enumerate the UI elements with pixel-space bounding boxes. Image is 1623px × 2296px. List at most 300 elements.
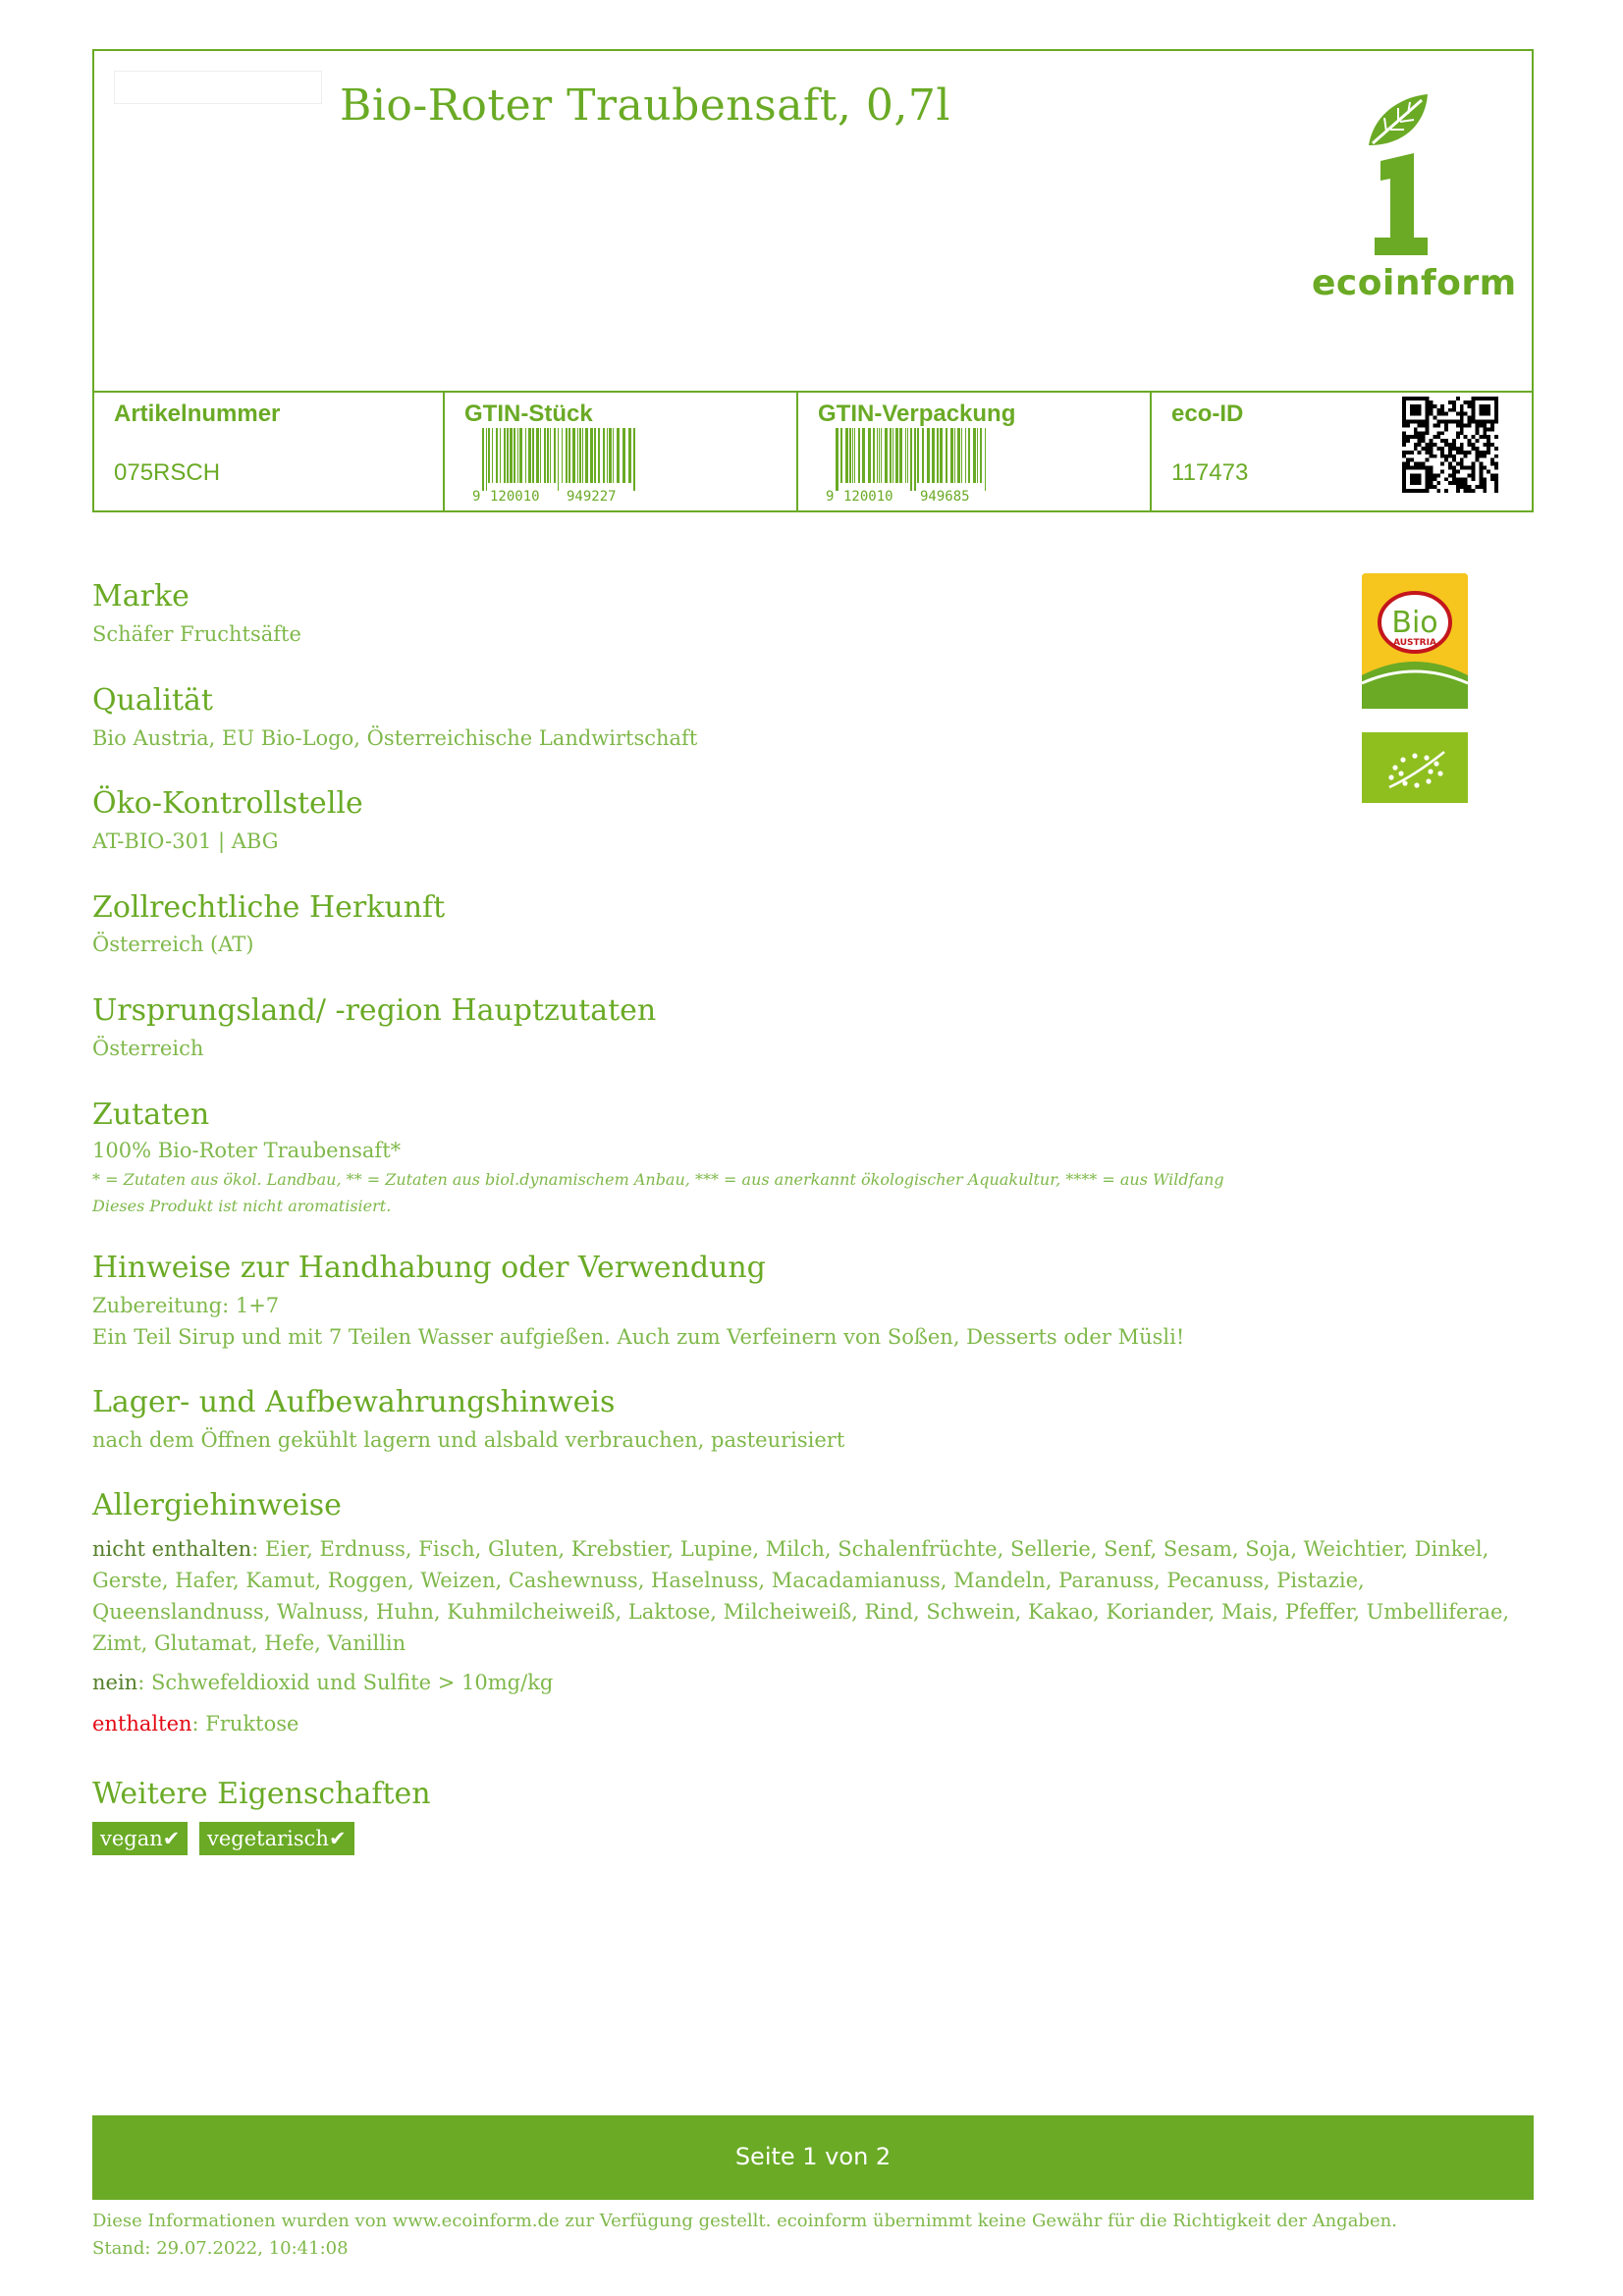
hinweise-zubereitung: Zubereitung: 1+7: [92, 1294, 280, 1317]
qr-module: [1433, 404, 1436, 408]
barcode-bar: [932, 428, 935, 483]
qr-module: [1479, 473, 1483, 477]
qr-module: [1487, 469, 1490, 473]
allergie-nicht-label: nicht enthalten: [92, 1537, 252, 1561]
qr-code[interactable]: [1402, 397, 1498, 493]
gtin-stueck-digit-1: 9: [472, 489, 481, 503]
barcode-bar: [980, 428, 982, 483]
qr-module: [1429, 466, 1433, 470]
lager-heading: Lager- und Aufbewahrungshinweis: [92, 1385, 616, 1419]
barcode-bar: [496, 428, 498, 483]
qr-module: [1456, 489, 1460, 493]
kontrollstelle-text: AT-BIO-301 | ABG: [92, 829, 279, 853]
qr-module: [1406, 451, 1410, 454]
qr-module: [1472, 466, 1476, 470]
qr-module: [1452, 469, 1456, 473]
qr-module: [1460, 412, 1464, 416]
qr-module: [1464, 466, 1468, 470]
qr-module: [1483, 423, 1487, 427]
barcode-bar: [585, 428, 588, 483]
qr-module: [1440, 431, 1444, 435]
qr-module: [1494, 466, 1498, 470]
qr-module: [1448, 481, 1452, 485]
artikelnummer-label: Artikelnummer: [114, 400, 281, 427]
qr-module: [1494, 485, 1498, 489]
qr-module: [1414, 443, 1418, 447]
qr-module: [1436, 481, 1440, 485]
qr-module: [1426, 451, 1430, 454]
qr-module: [1433, 443, 1436, 447]
qr-module: [1464, 451, 1468, 454]
vegetarisch-badge: vegetarisch✔: [199, 1822, 354, 1855]
zutaten-text: 100% Bio-Roter Traubensaft*: [92, 1139, 402, 1162]
qr-module: [1414, 427, 1418, 431]
qr-module: [1452, 408, 1456, 412]
qr-module: [1426, 443, 1430, 447]
barcode-bar: [628, 428, 631, 483]
qr-module: [1436, 412, 1440, 416]
qr-module: [1472, 489, 1476, 493]
qr-module: [1460, 447, 1464, 451]
qr-module: [1429, 404, 1433, 408]
qr-module: [1490, 443, 1494, 447]
barcode-bar: [868, 428, 871, 483]
barcode-bar: [603, 428, 605, 483]
barcode-bar: [582, 428, 583, 483]
barcode-bar: [890, 428, 892, 483]
barcode-bar: [840, 428, 842, 483]
barcode-bar: [514, 428, 515, 483]
zutaten-footnote: * = Zutaten aus ökol. Landbau, ** = Zutaten aus biol.dynamischem Anbau, *** = aus anerkannt ökologischer Aquakultur, **** = aus Wildfang: [92, 1170, 1224, 1189]
qr-module: [1494, 473, 1498, 477]
qr-module: [1456, 481, 1460, 485]
qr-module: [1444, 454, 1448, 458]
gtin-stueck-cell: [443, 391, 796, 512]
qr-module: [1475, 451, 1479, 454]
qr-module: [1479, 454, 1483, 458]
qr-module: [1460, 423, 1464, 427]
qr-module: [1452, 481, 1456, 485]
qr-module: [1475, 447, 1479, 451]
barcode-bar: [910, 428, 912, 491]
qr-module: [1426, 423, 1430, 427]
qr-module: [1472, 447, 1476, 451]
qr-module: [1440, 404, 1444, 408]
qr-module: [1448, 473, 1452, 477]
qr-module: [1429, 454, 1433, 458]
barcode-bar: [914, 428, 916, 491]
herkunft-heading: Zollrechtliche Herkunft: [92, 890, 446, 925]
allergie-enthalten: [92, 1708, 1536, 1739]
qr-module: [1418, 451, 1422, 454]
qr-module: [1456, 423, 1460, 427]
barcode-bar: [566, 428, 568, 483]
qr-module: [1468, 404, 1472, 408]
qr-module: [1402, 423, 1406, 427]
qr-module: [1487, 443, 1490, 447]
qr-module: [1444, 420, 1448, 424]
qr-module: [1460, 416, 1464, 420]
qr-module: [1464, 435, 1468, 439]
qr-module: [1440, 451, 1444, 454]
qr-module: [1433, 423, 1436, 427]
qr-module: [1456, 435, 1460, 439]
qr-module: [1406, 458, 1410, 462]
qr-module: [1483, 435, 1487, 439]
qr-module: [1464, 481, 1468, 485]
ursprung-text: Österreich: [92, 1037, 204, 1060]
qr-module: [1468, 443, 1472, 447]
qr-module: [1436, 489, 1440, 493]
qr-module: [1402, 462, 1406, 466]
qr-module: [1490, 477, 1494, 481]
qr-module: [1414, 447, 1418, 451]
qr-module: [1456, 485, 1460, 489]
barcode-bar: [917, 428, 919, 483]
qr-module: [1418, 443, 1422, 447]
qr-module: [1440, 420, 1444, 424]
barcode-bar: [500, 428, 501, 483]
barcode-bar: [507, 428, 509, 483]
qr-module: [1422, 447, 1426, 451]
qr-module: [1426, 447, 1430, 451]
gtin-verpackung-cell: [796, 391, 1150, 512]
barcode-bar: [536, 428, 539, 483]
qr-module: [1422, 423, 1426, 427]
qr-module: [1452, 404, 1456, 408]
qr-module: [1414, 435, 1418, 439]
qr-module: [1440, 454, 1444, 458]
qr-module: [1444, 489, 1448, 493]
bio-logo-sub: AUSTRIA: [1393, 638, 1436, 648]
kontrollstelle-heading: Öko-Kontrollstelle: [92, 786, 363, 821]
qr-module: [1460, 427, 1464, 431]
page-indicator: Seite 1 von 2: [734, 2143, 892, 2170]
qr-module: [1464, 412, 1468, 416]
qr-module: [1426, 427, 1430, 431]
barcode-bar: [985, 428, 986, 491]
barcode-bar: [895, 428, 898, 483]
qr-module: [1452, 473, 1456, 477]
qr-module: [1464, 400, 1468, 404]
barcode-bar: [885, 428, 888, 483]
qr-module: [1418, 435, 1422, 439]
qr-module: [1468, 439, 1472, 443]
qr-module: [1429, 447, 1433, 451]
qr-module: [1433, 473, 1436, 477]
allergie-nein-label: nein: [92, 1671, 138, 1694]
qr-module: [1448, 462, 1452, 466]
qr-module: [1452, 400, 1456, 404]
barcode-bar: [905, 428, 906, 483]
qr-module: [1472, 443, 1476, 447]
qr-module: [1494, 454, 1498, 458]
qr-module: [1468, 400, 1472, 404]
qr-module: [1418, 462, 1422, 466]
gtin-verpackung-barcode: [822, 428, 1001, 503]
barcode-bar: [482, 428, 484, 491]
qr-module: [1475, 439, 1479, 443]
barcode-bar: [965, 428, 966, 483]
qr-module: [1429, 485, 1433, 489]
qr-module: [1433, 435, 1436, 439]
qr-module: [1429, 469, 1433, 473]
qr-module: [1433, 477, 1436, 481]
barcode-bar: [528, 428, 531, 483]
qr-module: [1460, 477, 1464, 481]
qr-module: [1460, 466, 1464, 470]
qr-module: [1483, 427, 1487, 431]
qr-module: [1448, 466, 1452, 470]
qr-module: [1464, 423, 1468, 427]
qr-module: [1468, 489, 1472, 493]
product-image-placeholder: [114, 71, 322, 104]
barcode-bar: [977, 428, 978, 483]
qr-module: [1440, 439, 1444, 443]
qr-module: [1468, 416, 1472, 420]
qr-module: [1406, 435, 1410, 439]
qr-module: [1487, 451, 1490, 454]
qr-module: [1440, 408, 1444, 412]
qr-module: [1479, 435, 1483, 439]
qualitaet-text: Bio Austria, EU Bio-Logo, Österreichische Landwirtschaft: [92, 726, 698, 750]
barcode-bar: [633, 428, 635, 491]
barcode-bar: [488, 428, 490, 483]
gtin-verpackung-digit-1: 9: [826, 489, 835, 503]
footer-bar: [92, 2115, 1534, 2200]
qr-module: [1429, 477, 1433, 481]
barcode-bar: [852, 428, 853, 483]
barcode-bar: [607, 428, 608, 483]
qr-module: [1406, 423, 1410, 427]
barcode-bar: [519, 428, 522, 483]
ecoinform-leaf-icon: [1312, 88, 1508, 265]
qr-module: [1490, 462, 1494, 466]
hinweise-heading: Hinweise zur Handhabung oder Verwendung: [92, 1251, 766, 1285]
qr-module: [1440, 447, 1444, 451]
qr-module: [1460, 408, 1464, 412]
qr-module: [1472, 469, 1476, 473]
qr-module: [1422, 462, 1426, 466]
qr-module: [1406, 439, 1410, 443]
qr-module: [1460, 443, 1464, 447]
barcode-bar: [907, 428, 908, 483]
qr-module: [1444, 427, 1448, 431]
qr-finder: [1479, 404, 1490, 416]
qr-module: [1494, 489, 1498, 493]
qr-module: [1483, 451, 1487, 454]
qr-module: [1468, 423, 1472, 427]
qr-module: [1460, 404, 1464, 408]
qr-module: [1468, 466, 1472, 470]
qr-module: [1479, 423, 1483, 427]
qr-module: [1433, 416, 1436, 420]
qr-module: [1410, 435, 1414, 439]
qr-module: [1479, 481, 1483, 485]
barcode-bar: [937, 428, 939, 483]
marke-heading: Marke: [92, 579, 189, 614]
qr-module: [1456, 412, 1460, 416]
allergie-nein: [92, 1667, 1536, 1698]
qr-module: [1436, 408, 1440, 412]
qr-module: [1410, 458, 1414, 462]
barcode-bar: [968, 428, 970, 483]
qr-module: [1444, 477, 1448, 481]
qr-module: [1418, 439, 1422, 443]
barcode-bar: [486, 428, 487, 491]
qr-module: [1402, 431, 1406, 435]
qr-module: [1475, 454, 1479, 458]
barcode-bar: [845, 428, 848, 483]
gtin-verpackung-label: GTIN-Verpackung: [818, 400, 1016, 427]
qr-module: [1448, 400, 1452, 404]
qr-module: [1464, 489, 1468, 493]
barcode-bar: [554, 428, 556, 483]
qr-module: [1464, 454, 1468, 458]
qr-module: [1479, 462, 1483, 466]
bio-austria-logo: [1362, 573, 1468, 709]
barcode-bar: [922, 428, 924, 483]
qr-module: [1456, 462, 1460, 466]
footer-timestamp: Stand: 29.07.2022, 10:41:08: [92, 2238, 349, 2259]
barcode-bar: [957, 428, 960, 483]
qr-module: [1436, 435, 1440, 439]
qr-module: [1479, 451, 1483, 454]
qr-module: [1483, 443, 1487, 447]
barcode-bar: [973, 428, 976, 483]
qr-module: [1468, 451, 1472, 454]
gtin-verpackung-digits-2: 120010: [843, 489, 893, 503]
qr-module: [1414, 462, 1418, 466]
qr-module: [1460, 420, 1464, 424]
barcode-bar: [877, 428, 878, 483]
qr-module: [1479, 477, 1483, 481]
qr-module: [1456, 451, 1460, 454]
barcode-bar: [504, 428, 506, 483]
qr-module: [1452, 477, 1456, 481]
footer-disclaimer: Diese Informationen wurden von www.ecoinform.de zur Verfügung gestellt. ecoinform übernimmt keine Gewähr für die Richtigkeit der Angaben.: [92, 2211, 1397, 2231]
bio-logo-text: Bio: [1391, 606, 1438, 640]
barcode-bar: [622, 428, 625, 483]
barcode-bar: [849, 428, 851, 483]
qr-module: [1483, 477, 1487, 481]
qr-module: [1460, 458, 1464, 462]
qr-module: [1494, 447, 1498, 451]
barcode-bar: [547, 428, 549, 483]
barcode-bar: [862, 428, 865, 483]
qr-module: [1440, 469, 1444, 473]
eco-id-label: eco-ID: [1171, 400, 1244, 427]
qr-module: [1418, 431, 1422, 435]
gtin-stueck-digits-2: 120010: [490, 489, 540, 503]
barcode-bar: [492, 428, 493, 483]
barcode-bar: [609, 428, 612, 483]
qr-module: [1444, 439, 1448, 443]
qr-module: [1490, 473, 1494, 477]
qr-module: [1487, 447, 1490, 451]
gtin-stueck-label: GTIN-Stück: [464, 400, 593, 427]
qr-module: [1483, 489, 1487, 493]
barcode-bar: [577, 428, 578, 483]
qr-module: [1414, 431, 1418, 435]
allergie-enthalten-label: enthalten: [92, 1712, 192, 1735]
qr-module: [1436, 431, 1440, 435]
qr-module: [1422, 431, 1426, 435]
barcode-bar: [617, 428, 620, 483]
barcode-bar: [510, 428, 513, 483]
barcode-bar: [950, 428, 953, 483]
qr-module: [1460, 462, 1464, 466]
barcode-bar: [873, 428, 875, 483]
qr-module: [1494, 462, 1498, 466]
qr-module: [1448, 454, 1452, 458]
qr-module: [1448, 451, 1452, 454]
ursprung-heading: Ursprungsland/ -region Hauptzutaten: [92, 993, 657, 1028]
qualitaet-heading: Qualität: [92, 683, 213, 718]
artikelnummer-value: 075RSCH: [114, 459, 221, 486]
qr-module: [1452, 439, 1456, 443]
qr-module: [1429, 408, 1433, 412]
barcode-bar: [946, 428, 947, 483]
allergie-nicht-enthalten: [92, 1533, 1536, 1659]
barcode-bar: [927, 428, 930, 483]
qr-module: [1460, 431, 1464, 435]
qr-module: [1490, 423, 1494, 427]
allergie-nein-text: : Schwefeldioxid und Sulfite > 10mg/kg: [137, 1671, 554, 1694]
barcode-bar: [550, 428, 551, 483]
qr-module: [1483, 454, 1487, 458]
qr-module: [1479, 485, 1483, 489]
qr-module: [1429, 481, 1433, 485]
allergie-heading: Allergiehinweise: [92, 1488, 342, 1522]
qr-module: [1483, 466, 1487, 470]
qr-module: [1410, 451, 1414, 454]
barcode-bar: [879, 428, 880, 483]
qr-module: [1475, 427, 1479, 431]
qr-module: [1479, 469, 1483, 473]
qr-module: [1433, 485, 1436, 489]
eu-bio-logo: [1362, 732, 1468, 803]
qr-finder: [1410, 473, 1422, 485]
qr-module: [1487, 427, 1490, 431]
qr-module: [1402, 439, 1406, 443]
qr-module: [1456, 469, 1460, 473]
qr-module: [1429, 412, 1433, 416]
qr-module: [1472, 477, 1476, 481]
barcode-bar: [881, 428, 882, 483]
qr-module: [1456, 447, 1460, 451]
qr-module: [1452, 443, 1456, 447]
barcode-bar: [858, 428, 860, 483]
barcode-bar: [961, 428, 962, 483]
qr-module: [1494, 477, 1498, 481]
allergie-enthalten-text: : Fruktose: [191, 1712, 299, 1735]
qr-module: [1460, 481, 1464, 485]
hinweise-text: Ein Teil Sirup und mit 7 Teilen Wasser aufgießen. Auch zum Verfeinern von Soßen, Desserts oder Müsli!: [92, 1325, 1185, 1349]
qr-module: [1444, 443, 1448, 447]
qr-module: [1402, 454, 1406, 458]
weitere-heading: Weitere Eigenschaften: [92, 1777, 431, 1811]
barcode-bar: [613, 428, 614, 483]
qr-module: [1464, 477, 1468, 481]
qr-module: [1452, 454, 1456, 458]
qr-module: [1429, 439, 1433, 443]
qr-module: [1494, 435, 1498, 439]
qr-module: [1402, 435, 1406, 439]
qr-finder: [1410, 404, 1422, 416]
ecoinform-logo[interactable]: [1312, 88, 1517, 314]
qr-module: [1452, 466, 1456, 470]
